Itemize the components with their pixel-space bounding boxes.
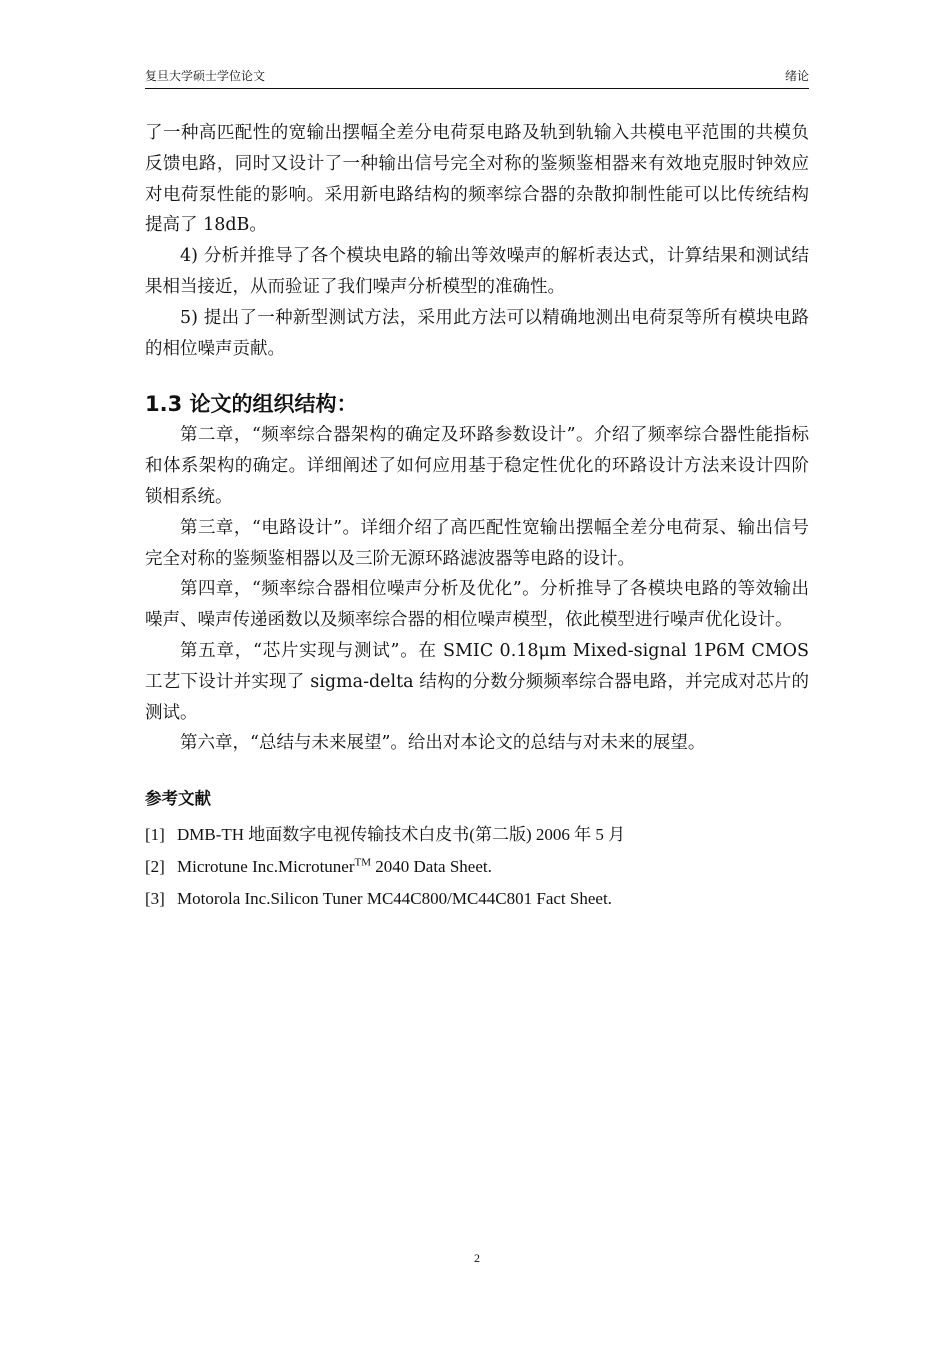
intro-paragraph: 了一种高匹配性的宽输出摆幅全差分电荷泵电路及轨到轨输入共模电平范围的共模负反馈电路，同时又设计了一种输出信号完全对称的鉴频鉴相器来有效地克服时钟效应对电荷泵性能的影响。采用新电路结构的频率综合器的杂散抑制性能可以比传统结构提高了 18dB。 xyxy=(145,123,809,236)
reference-item xyxy=(145,819,809,851)
document-page xyxy=(145,0,809,1347)
header-thesis-title: 复旦大学硕士学位论文 xyxy=(145,69,266,83)
page-number: 2 xyxy=(474,1251,480,1265)
chapter-summary-paragraph: 第二章，“频率综合器架构的确定及环路参数设计”。介绍了频率综合器性能指标和体系架构的确定。详细阐述了如何应用基于稳定性优化的环路设计方法来设计四阶锁相系统。 xyxy=(145,425,809,507)
reference-list xyxy=(145,819,809,915)
section-heading: 1.3 论文的组织结构： xyxy=(145,392,358,417)
intro-paragraph: 4) 分析并推导了各个模块电路的输出等效噪声的解析表达式，计算结果和测试结果相当接近，从而验证了我们噪声分析模型的准确性。 xyxy=(145,246,809,297)
page-body xyxy=(145,118,809,915)
references-heading: 参考文献 xyxy=(145,789,211,809)
header-chapter-title: 绪论 xyxy=(784,69,809,83)
reference-text: Motorola Inc.Silicon Tuner MC44C800/MC44C801 Fact Sheet. xyxy=(177,889,612,909)
intro-paragraph: 5) 提出了一种新型测试方法，采用此方法可以精确地测出电荷泵等所有模块电路的相位噪声贡献。 xyxy=(145,307,809,359)
chapter-summary-paragraph: 第六章，“总结与未来展望”。给出对本论文的总结与对未来的展望。 xyxy=(180,733,706,754)
reference-item xyxy=(145,883,809,915)
chapter-summary-paragraph: 第五章，“芯片实现与测试”。在 SMIC 0.18μm Mixed-signal 1P6M CMOS 工艺下设计并实现了 sigma-delta 结构的分数分频频率综合器电路，并完成对芯片的测试。 xyxy=(145,640,809,723)
trademark-superscript: TM xyxy=(354,856,371,869)
reference-text-tail: 2040 Data Sheet. xyxy=(371,857,492,877)
reference-number: [1] xyxy=(145,825,165,845)
reference-number: [2] xyxy=(145,857,165,877)
reference-item xyxy=(145,851,809,883)
reference-text: Microtune Inc.Microtuner xyxy=(177,857,355,877)
chapter-summary-paragraph: 第三章，“电路设计”。详细介绍了高匹配性宽输出摆幅全差分电荷泵、输出信号完全对称的鉴频鉴相器以及三阶无源环路滤波器等电路的设计。 xyxy=(145,517,809,569)
chapter-summary-paragraph: 第四章，“频率综合器相位噪声分析及优化”。分析推导了各模块电路的等效输出噪声、噪声传递函数以及频率综合器的相位噪声模型，依此模型进行噪声优化设计。 xyxy=(145,579,809,631)
section-body xyxy=(145,420,809,759)
reference-text: DMB-TH 地面数字电视传输技术白皮书(第二版) 2006 年 5 月 xyxy=(177,825,626,845)
page-header xyxy=(145,68,809,89)
reference-number: [3] xyxy=(145,889,165,909)
